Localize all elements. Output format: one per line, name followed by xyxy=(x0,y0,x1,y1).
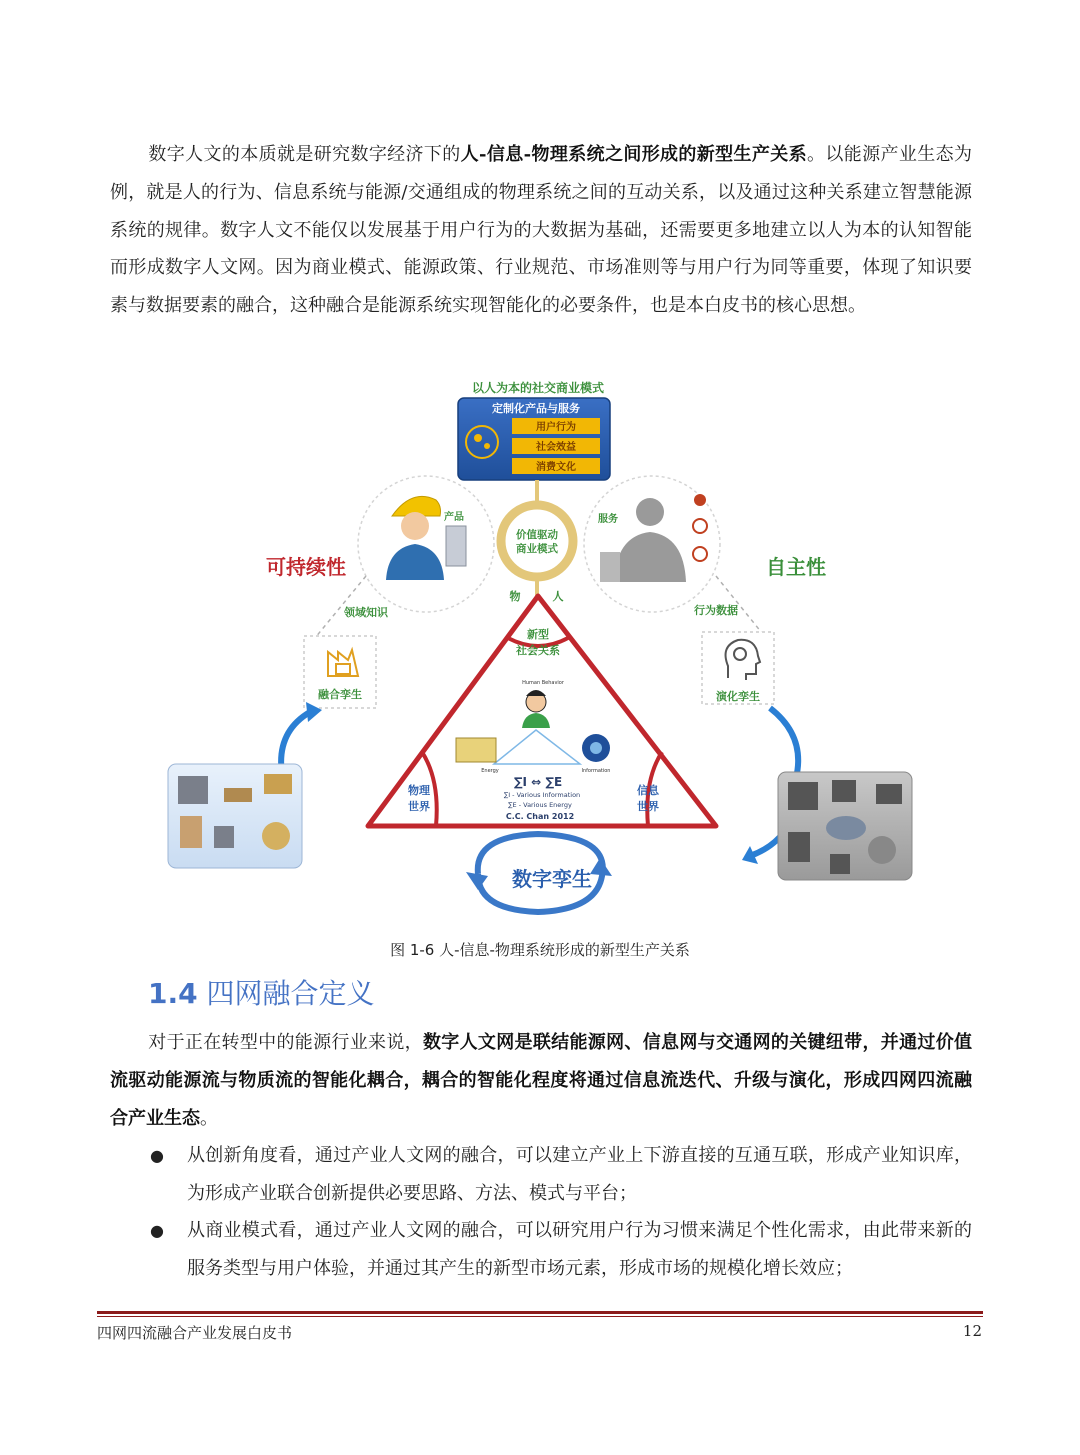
intro-paragraph: 数字人文的本质就是研究数字经济下的人-信息-物理系统之间形成的新型生产关系。以能源产业生态为例，就是人的行为、信息系统与能源/交通组成的物理系统之间的互动关系，以及通过这种关系建立智慧能源系统的规律。数字人文不能仅以发展基于用户行为的大数据为基础，还需要更多地建立以人为本的认知智能而形成数字人文网。因为商业模式、能源政策、行业规范、市场准则等与用户行为同等重要，体现了知识要素与数据要素的融合，这种融合是能源系统实现智能化的必要条件，也是本白皮书的核心思想。 xyxy=(110,144,972,317)
product-label: 产品 xyxy=(444,512,464,523)
behavior-data-label: 行为数据 xyxy=(694,604,738,617)
wu-label: 物 xyxy=(509,590,521,603)
svg-text:融合孪生: 融合孪生 xyxy=(318,688,362,701)
svg-text:演化孪生: 演化孪生 xyxy=(716,690,760,703)
figure-caption: 图 1-6 人-信息-物理系统形成的新型生产关系 xyxy=(390,941,690,959)
autonomy-label: 自主性 xyxy=(766,555,826,579)
ren-label: 人 xyxy=(552,590,564,603)
svg-text:Information: Information xyxy=(581,768,611,774)
figure-top-title: 以人为本的社交商业模式 xyxy=(471,381,605,395)
page-number: 12 xyxy=(962,1322,982,1340)
formula-line1: ∑I - Various Information xyxy=(503,791,581,799)
footer-title: 四网四流融合产业发展白皮书 xyxy=(97,1324,293,1342)
list-item-text: 从创新角度看，通过产业人文网的融合，可以建立产业上下游直接的互通互联，形成产业知识库，为形成产业联合创新提供必要思路、方法、模式与平台； xyxy=(187,1145,972,1204)
bold-phrase: 数字人文网是联结能源网、信息网与交通网的关键纽带，并通过价值流驱动能源流与物质流的智能化耦合，耦合的智能化程度将通过信息流迭代、升级与演化，形成四网四流融合产业生态 xyxy=(110,1032,973,1129)
figure-hcps-diagram xyxy=(160,376,920,924)
footer-divider xyxy=(97,1316,983,1317)
box-header: 定制化产品与服务 xyxy=(492,402,580,415)
domain-knowledge-label: 领域知识 xyxy=(344,606,388,619)
formula-main: ∑I ⇔ ∑E xyxy=(513,775,563,789)
human-behavior-label: Human Behavior xyxy=(522,680,564,686)
physical-world-label: 物理世界 xyxy=(408,784,430,813)
bullet-icon: ● xyxy=(150,1146,164,1165)
author-label: C.C. Chan 2012 xyxy=(505,812,575,821)
information-icon xyxy=(582,734,610,762)
bullet-icon: ● xyxy=(150,1221,164,1240)
info-world-label: 信息世界 xyxy=(637,784,659,813)
service-label: 服务 xyxy=(598,514,618,525)
formula-line2: ∑E - Various Energy xyxy=(508,801,572,809)
ring-label: 价值驱动商业模式 xyxy=(516,529,558,555)
section-title: 四网融合定义 xyxy=(206,977,375,1010)
definition-paragraph: 对于正在转型中的能源行业来说，数字人文网是联结能源网、信息网与交通网的关键纽带，并通过价值流驱动能源流与物质流的智能化耦合，耦合的智能化程度将通过信息流迭代、升级与演化，形成四网四流融合产业生态。 xyxy=(110,1032,973,1129)
footer-divider xyxy=(97,1311,983,1314)
svg-text:社会效益: 社会效益 xyxy=(536,442,576,453)
section-heading xyxy=(148,972,375,1012)
value-ring xyxy=(501,505,573,577)
section-number: 1.4 xyxy=(148,977,198,1010)
digital-twin-label: 数字孪生 xyxy=(512,867,592,891)
energy-icon xyxy=(456,738,496,762)
new-social-label: 新型社会关系 xyxy=(516,628,560,657)
sustainability-label: 可持续性 xyxy=(266,555,346,579)
bold-phrase: 人-信息-物理系统之间形成的新型生产关系 xyxy=(460,144,808,165)
svg-text:Energy: Energy xyxy=(481,768,499,774)
svg-text:用户行为: 用户行为 xyxy=(536,422,576,433)
svg-text:消费文化: 消费文化 xyxy=(536,462,576,473)
list-item-text: 从商业模式看，通过产业人文网的融合，可以研究用户行为习惯来满足个性化需求，由此带来新的服务类型与用户体验，并通过其产生的新型市场元素，形成市场的规模化增长效应； xyxy=(187,1220,972,1279)
